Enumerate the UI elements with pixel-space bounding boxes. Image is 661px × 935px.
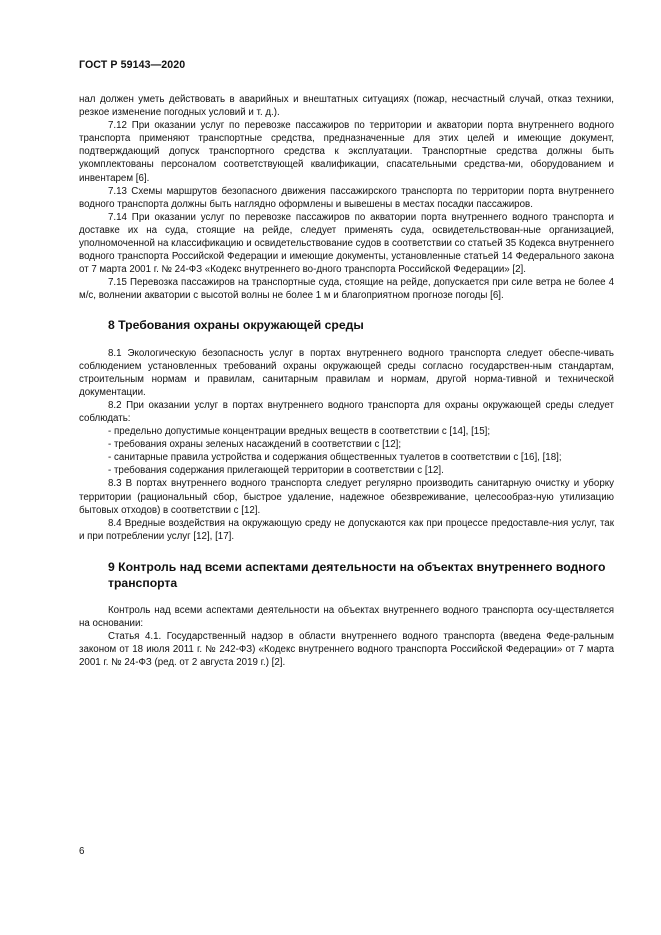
page-number: 6 [79,846,85,857]
paragraph-8-4: 8.4 Вредные воздействия на окружающую среду не допускаются как при процессе предоставле-ния услуг, так и при потреблении услуг [12], [17]. [79,517,614,542]
section-9-heading: 9 Контроль над всеми аспектами деятельности на объектах внутреннего водного транспорта [108,559,606,590]
paragraph-8-2: 8.2 При оказании услуг в портах внутреннего водного транспорта для охраны окружающей среды следует соблюдать: [79,399,614,424]
paragraph-7-15: 7.15 Перевозка пассажиров на транспортные суда, стоящие на рейде, допускается при силе ветра не более 4 м/с, волнении акватории с высотой волны не более 1 м и благоприятном прогнозе погоды [6]. [79,277,614,302]
document-body [79,93,614,669]
paragraph-continuation: нал должен уметь действовать в аварийных и внештатных ситуациях (пожар, несчастный случай, отказ техники, резкое изменение погодных условий и т. д.). [79,94,614,119]
document-header: ГОСТ Р 59143—2020 [79,59,186,71]
list-item: - требования охраны зеленых насаждений в соответствии с [12]; [108,439,402,451]
list-item: - санитарные правила устройства и содержания общественных туалетов в соответствии с [16], [18]; [108,452,562,464]
list-item: - предельно допустимые концентрации вредных веществ в соответствии с [14], [15]; [108,426,491,438]
paragraph-7-13: 7.13 Схемы маршрутов безопасного движения пассажирского транспорта по территории порта внутреннего водного транспорта должны быть наглядно оформлены и вывешены в местах посадки пассажиров. [79,185,614,210]
section-8-heading: 8 Требования охраны окружающей среды [108,317,364,332]
paragraph-8-1: 8.1 Экологическую безопасность услуг в портах внутреннего водного транспорта следует обеспе-чивать соблюдением установленных требований охраны окружающей среды согласно государствен-ным стандартам, строительным нормам и правилам, санитарным правилам и нормам, другой норма-тивной и технической документации. [79,347,614,398]
list-item: - требования содержания прилегающей территории в соответствии с [12]. [108,465,444,477]
paragraph-9-intro: Контроль над всеми аспектами деятельности на объектах внутреннего водного транспорта осу-ществляется на основании: [79,604,614,629]
paragraph-7-14: 7.14 При оказании услуг по перевозке пассажиров по акватории порта внутреннего водного транспорта и доставке их на суда, стоящие на рейде, следует применять суда, освидетельствован-ные организацией, уполномоченной на классификацию и освидетельствование судов в соответствии со статьей 35 Кодекса внутреннего водного транспорта Российской Федерации и имеющие документы, установленные статьей 14 Федерального закона от 7 марта 2001 г. № 24-ФЗ «Кодекс внутреннего во-дного транспорта Российской Федерации» [2]. [79,211,614,276]
paragraph-7-12: 7.12 При оказании услуг по перевозке пассажиров по территории и акватории порта внутреннего водного транспорта применяют транспортные средства, предназначенные для этих целей и имеющие документ, подтверждающий допуск транспортного средства к эксплуатации. Транспортные средства должны быть укомплектованы персоналом соответствующей квалификации, спасательными средства-ми, оборудованием и инвентарем [6]. [79,120,614,184]
paragraph-8-3: 8.3 В портах внутреннего водного транспорта следует регулярно производить санитарную очистку и уборку территории (рациональный сбор, быстрое удаление, надежное обезвреживание, целесообраз-ную утилизацию бытовых отходов) в соответствии с [12]. [79,478,614,516]
paragraph-9-article: Статья 4.1. Государственный надзор в области внутреннего водного транспорта (введена Феде-ральным законом от 18 июля 2011 г. № 242-ФЗ) «Кодекс внутреннего водного транспорта Российской Федерации» от 7 марта 2001 г. № 24-ФЗ (ред. от 2 августа 2019 г.) [2]. [79,631,614,669]
